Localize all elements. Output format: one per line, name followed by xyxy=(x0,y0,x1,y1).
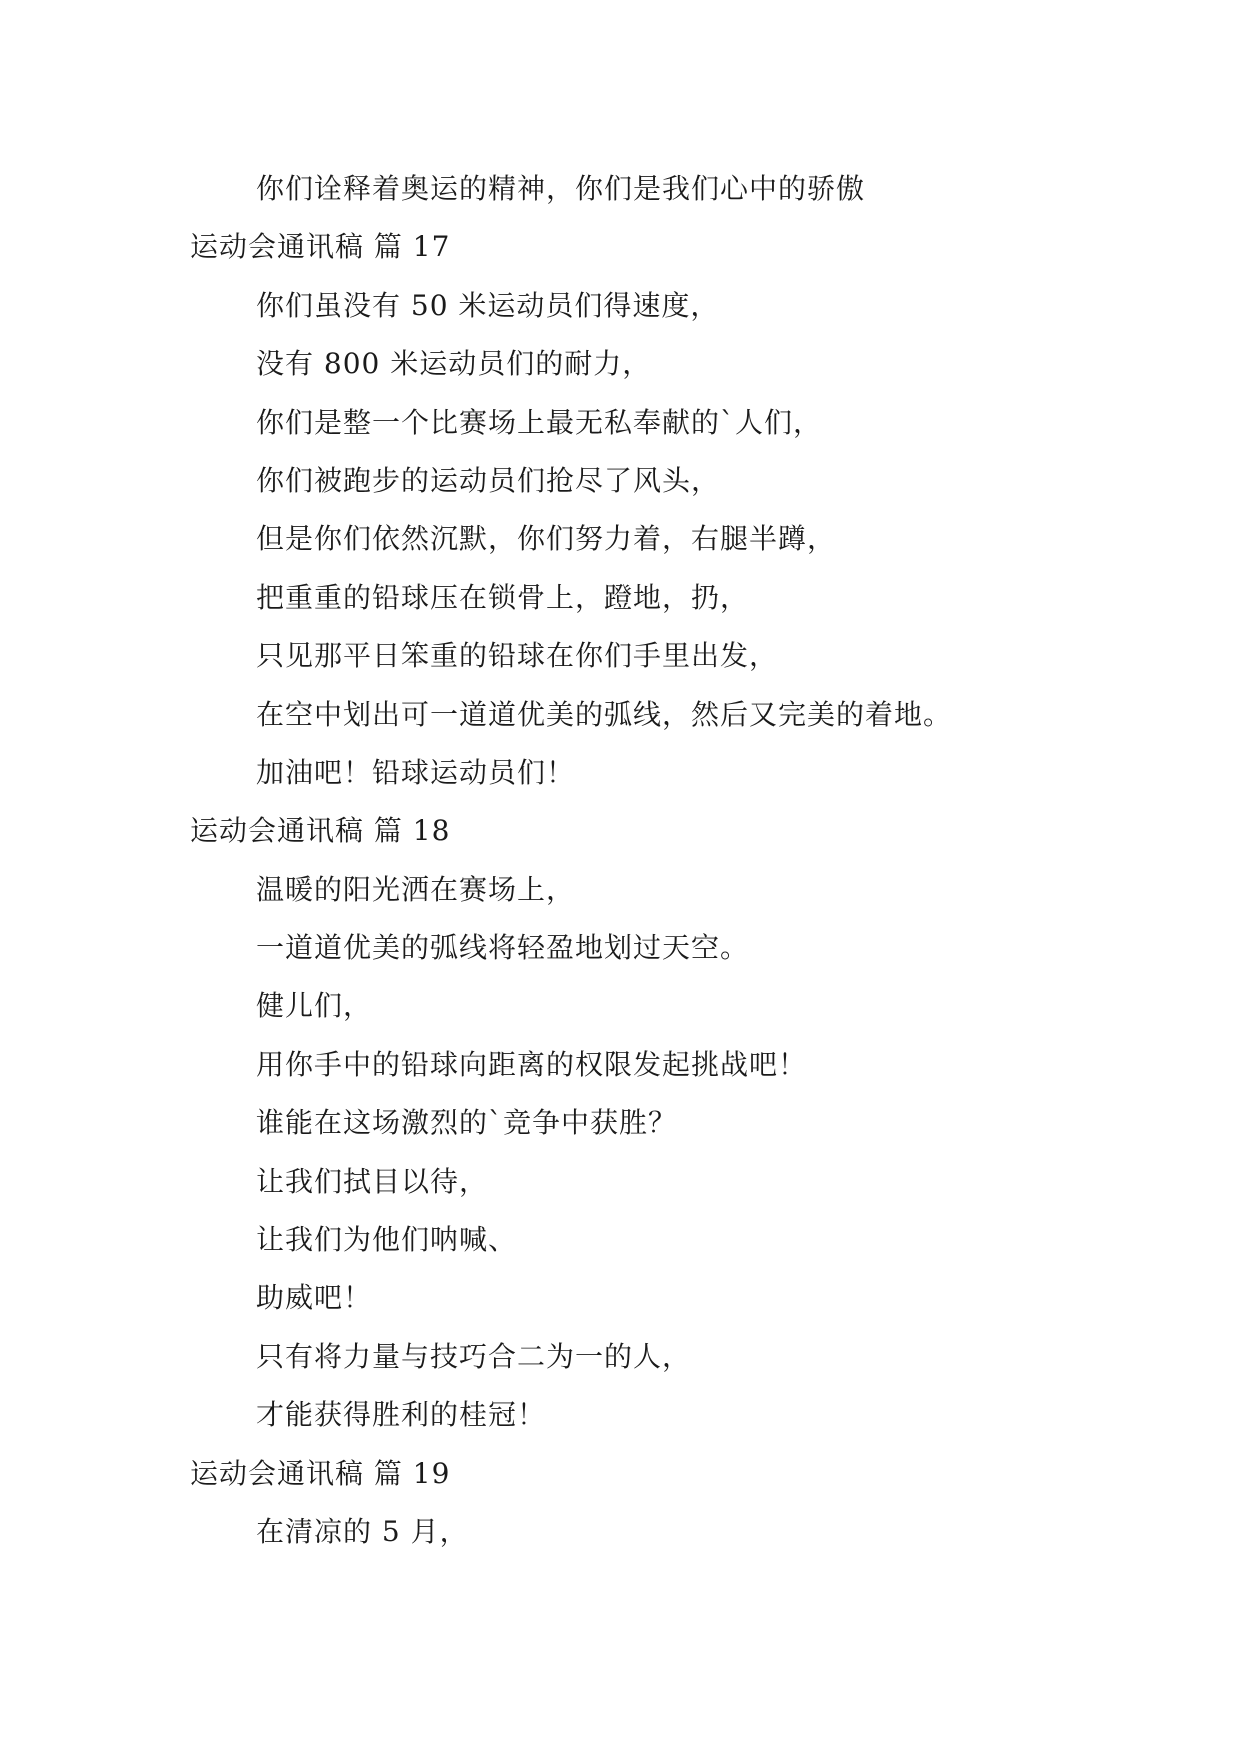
section-heading: 运动会通讯稿 篇 17 xyxy=(190,230,451,264)
body-line: 但是你们依然沉默，你们努力着，右腿半蹲， xyxy=(256,522,837,556)
body-line: 加油吧！铅球运动员们！ xyxy=(256,755,576,789)
body-line: 你们被跑步的运动员们抢尽了风头， xyxy=(256,463,721,497)
body-line: 在空中划出可一道道优美的弧线，然后又完美的着地。 xyxy=(256,697,953,731)
body-line: 健儿们， xyxy=(256,989,373,1023)
body-line: 你们是整一个比赛场上最无私奉献的`人们， xyxy=(256,405,823,439)
body-line: 让我们为他们呐喊、 xyxy=(256,1223,518,1257)
body-line: 只见那平日笨重的铅球在你们手里出发， xyxy=(256,639,779,673)
body-line: 一道道优美的弧线将轻盈地划过天空。 xyxy=(256,931,750,965)
body-line: 才能获得胜利的桂冠！ xyxy=(256,1398,547,1432)
body-line: 在清凉的 5 月， xyxy=(256,1514,469,1548)
body-line: 你们诠释着奥运的精神，你们是我们心中的骄傲 xyxy=(256,172,866,205)
body-line: 把重重的铅球压在锁骨上，蹬地，扔， xyxy=(256,580,750,614)
body-line: 只有将力量与技巧合二为一的人， xyxy=(256,1339,692,1373)
body-line: 温暖的阳光洒在赛场上， xyxy=(256,872,576,906)
document-body xyxy=(190,160,1130,1561)
body-line: 没有 800 米运动员们的耐力， xyxy=(256,347,652,381)
section-heading: 运动会通讯稿 篇 18 xyxy=(190,814,451,848)
body-line: 让我们拭目以待， xyxy=(256,1164,489,1198)
body-line: 你们虽没有 50 米运动员们得速度， xyxy=(256,288,720,322)
body-line: 用你手中的铅球向距离的权限发起挑战吧！ xyxy=(256,1047,808,1081)
body-line: 助威吧！ xyxy=(256,1281,373,1315)
body-line: 谁能在这场激烈的`竞争中获胜？ xyxy=(256,1106,678,1140)
section-heading: 运动会通讯稿 篇 19 xyxy=(190,1456,451,1490)
